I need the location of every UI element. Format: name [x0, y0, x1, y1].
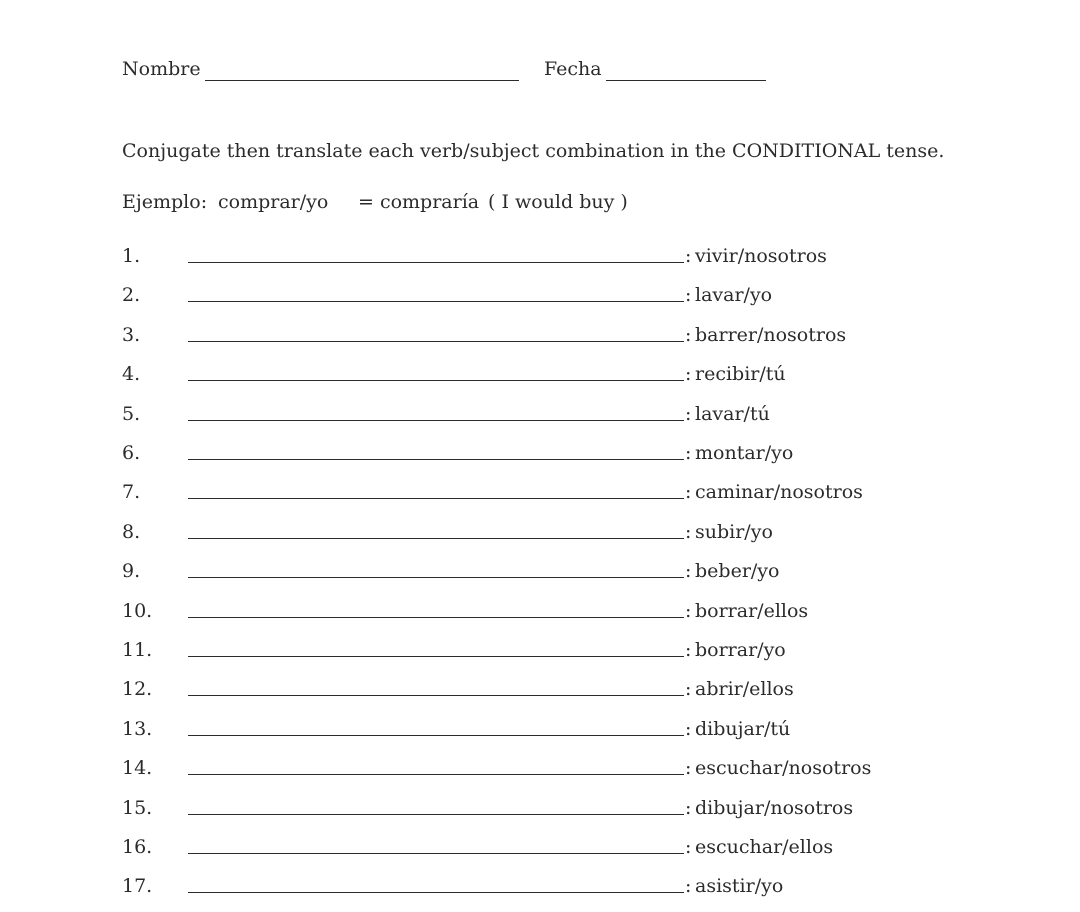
answer-blank[interactable]: [188, 459, 684, 460]
answer-blank[interactable]: [188, 341, 684, 342]
item-number: 13.: [122, 718, 153, 740]
exercise-item: [0, 323, 1080, 353]
item-number: 9.: [122, 560, 141, 582]
item-number: 6.: [122, 442, 141, 464]
item-verb-subject: lavar/tú: [695, 403, 770, 425]
item-separator: :: [685, 442, 692, 464]
item-number: 1.: [122, 245, 141, 267]
exercise-item: [0, 835, 1080, 865]
item-verb-subject: beber/yo: [695, 560, 780, 582]
item-separator: :: [685, 639, 692, 661]
answer-blank[interactable]: [188, 420, 684, 421]
exercise-item: [0, 559, 1080, 589]
date-field: [544, 57, 766, 81]
item-separator: :: [685, 284, 692, 306]
item-number: 17.: [122, 875, 153, 897]
item-separator: :: [685, 324, 692, 346]
item-number: 11.: [122, 639, 153, 661]
item-verb-subject: dibujar/tú: [695, 718, 791, 740]
example-label: Ejemplo:: [122, 191, 208, 213]
item-verb-subject: lavar/yo: [695, 284, 773, 306]
answer-blank[interactable]: [188, 498, 684, 499]
answer-blank[interactable]: [188, 656, 684, 657]
item-verb-subject: borrar/ellos: [695, 600, 809, 622]
item-separator: :: [685, 481, 692, 503]
item-separator: :: [685, 836, 692, 858]
item-separator: :: [685, 600, 692, 622]
item-number: 10.: [122, 600, 153, 622]
item-number: 16.: [122, 836, 153, 858]
item-verb-subject: recibir/tú: [695, 363, 786, 385]
item-verb-subject: barrer/nosotros: [695, 324, 847, 346]
instructions-text: Conjugate then translate each verb/subject combination in the CONDITIONAL tense.: [122, 140, 945, 162]
name-label: Nombre: [122, 58, 201, 80]
exercise-item: [0, 402, 1080, 432]
answer-blank[interactable]: [188, 853, 684, 854]
item-number: 3.: [122, 324, 141, 346]
answer-blank[interactable]: [188, 892, 684, 893]
example-verb-subject: comprar/yo: [218, 191, 329, 213]
item-number: 5.: [122, 403, 141, 425]
item-separator: :: [685, 521, 692, 543]
example-answer: = compraría: [358, 191, 480, 213]
exercise-item: [0, 441, 1080, 471]
answer-blank[interactable]: [188, 380, 684, 381]
exercise-item: [0, 677, 1080, 707]
item-separator: :: [685, 678, 692, 700]
answer-blank[interactable]: [188, 735, 684, 736]
date-blank[interactable]: [606, 60, 766, 81]
name-field: [122, 57, 519, 81]
item-verb-subject: escuchar/ellos: [695, 836, 834, 858]
item-number: 14.: [122, 757, 153, 779]
item-separator: :: [685, 875, 692, 897]
exercise-item: [0, 244, 1080, 274]
item-number: 12.: [122, 678, 153, 700]
exercise-item: [0, 362, 1080, 392]
date-label: Fecha: [544, 58, 602, 80]
exercise-item: [0, 756, 1080, 786]
exercise-item: [0, 638, 1080, 668]
answer-blank[interactable]: [188, 301, 684, 302]
item-verb-subject: asistir/yo: [695, 875, 784, 897]
exercise-item: [0, 796, 1080, 826]
item-number: 2.: [122, 284, 141, 306]
item-verb-subject: montar/yo: [695, 442, 794, 464]
item-number: 4.: [122, 363, 141, 385]
item-number: 8.: [122, 521, 141, 543]
name-blank[interactable]: [205, 60, 519, 81]
item-separator: :: [685, 757, 692, 779]
exercise-item: [0, 480, 1080, 510]
item-separator: :: [685, 560, 692, 582]
item-verb-subject: dibujar/nosotros: [695, 797, 854, 819]
exercise-item: [0, 874, 1080, 904]
answer-blank[interactable]: [188, 577, 684, 578]
item-verb-subject: borrar/yo: [695, 639, 786, 661]
item-separator: :: [685, 718, 692, 740]
example-translation: ( I would buy ): [488, 191, 628, 213]
item-number: 15.: [122, 797, 153, 819]
item-number: 7.: [122, 481, 141, 503]
answer-blank[interactable]: [188, 695, 684, 696]
answer-blank[interactable]: [188, 814, 684, 815]
exercise-item: [0, 717, 1080, 747]
item-verb-subject: abrir/ellos: [695, 678, 794, 700]
answer-blank[interactable]: [188, 262, 684, 263]
item-separator: :: [685, 245, 692, 267]
exercise-item: [0, 283, 1080, 313]
item-separator: :: [685, 797, 692, 819]
item-separator: :: [685, 403, 692, 425]
item-verb-subject: vivir/nosotros: [695, 245, 827, 267]
answer-blank[interactable]: [188, 617, 684, 618]
item-verb-subject: subir/yo: [695, 521, 773, 543]
exercise-item: [0, 599, 1080, 629]
answer-blank[interactable]: [188, 538, 684, 539]
item-verb-subject: caminar/nosotros: [695, 481, 863, 503]
item-verb-subject: escuchar/nosotros: [695, 757, 872, 779]
exercise-item: [0, 520, 1080, 550]
item-separator: :: [685, 363, 692, 385]
answer-blank[interactable]: [188, 774, 684, 775]
